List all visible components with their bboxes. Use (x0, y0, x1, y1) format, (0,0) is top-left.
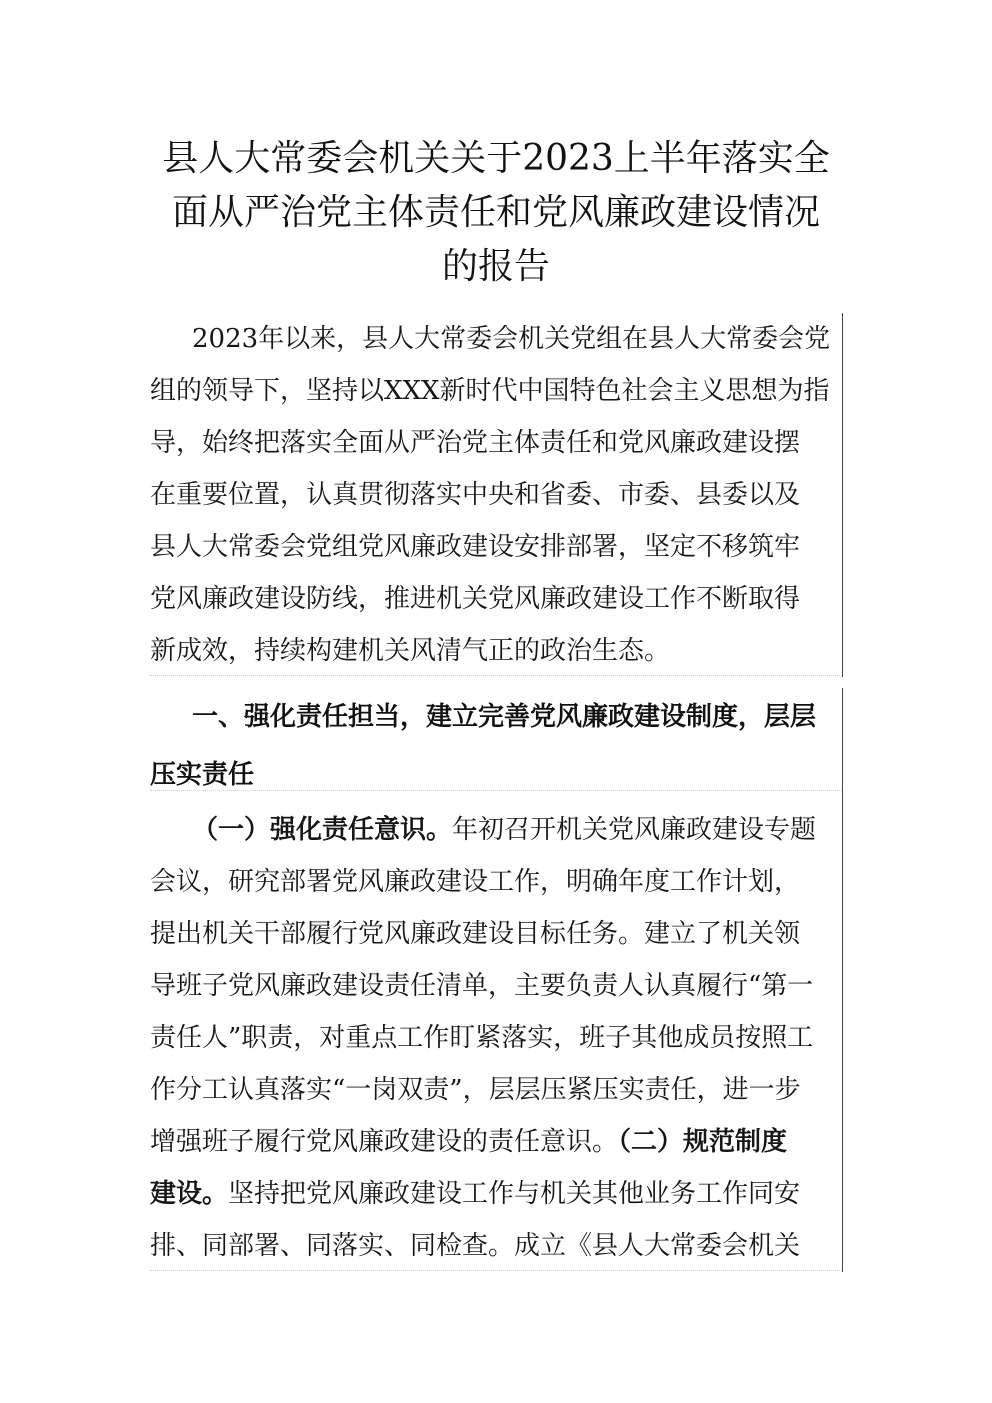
title-line-2: 面从严治党主体责任和党风廉政建设情况 (171, 192, 820, 233)
divider (150, 790, 842, 791)
heading-line: 压实责任 (150, 760, 255, 790)
paragraph-line: 排、同部署、同落实、同检查。成立《县人大常委会机关 (150, 1231, 801, 1261)
divider (150, 675, 842, 676)
subsection-paragraph (150, 804, 843, 1272)
line-text: 增强班子履行党风廉政建设的责任意识。 (150, 1127, 619, 1157)
paragraph-line: 导，始终把落实全面从严治党主体责任和党风廉政建设摆 (150, 428, 801, 458)
heading-line: 一、强化责任担当，建立完善党风廉政建设制度，层层 (192, 702, 817, 732)
paragraph-line (150, 804, 842, 856)
paragraph-line: 在重要位置，认真贯彻落实中央和省委、市委、县委以及 (150, 480, 801, 510)
intro-paragraph (150, 313, 843, 677)
paragraph-line: 组的领导下，坚持以XXX新时代中国特色社会主义思想为指 (150, 376, 830, 406)
title-line-3: 的报告 (441, 246, 550, 287)
paragraph-line: 县人大常委会党组党风廉政建设安排部署，坚定不移筑牢 (150, 532, 801, 562)
subsection-label: 建设。 (150, 1179, 229, 1209)
divider (150, 1270, 842, 1271)
subsection-label: （一）强化责任意识。 (192, 815, 453, 845)
line-text: 坚持把党风廉政建设工作与机关其他业务工作同安 (228, 1179, 801, 1209)
paragraph-line: 提出机关干部履行党风廉政建设目标任务。建立了机关领 (150, 919, 801, 949)
paragraph-line: 责任人”职责，对重点工作盯紧落实，班子其他成员按照工 (150, 1023, 814, 1053)
document-title (150, 132, 842, 294)
subsection-label: （二）规范制度 (618, 1127, 788, 1157)
paragraph-line: 会议，研究部署党风廉政建设工作，明确年度工作计划， (150, 867, 801, 897)
title-line-1: 县人大常委会机关关于2023上半年落实全 (162, 138, 830, 179)
section-heading (150, 688, 843, 804)
line-text: 年初召开机关党风廉政建设专题 (452, 815, 817, 845)
paragraph-line: 党风廉政建设防线，推进机关党风廉政建设工作不断取得 (150, 584, 801, 614)
paragraph-line: 2023年以来，县人大常委会机关党组在县人大常委会党 (192, 324, 831, 354)
paragraph-line: 新成效，持续构建机关风清气正的政治生态。 (150, 636, 671, 666)
paragraph-line (150, 1116, 842, 1168)
paragraph-line (150, 1168, 842, 1220)
paragraph-line: 导班子党风廉政建设责任清单，主要负责人认真履行“第一 (150, 971, 814, 1001)
paragraph-line: 作分工认真落实“一岗双责”，层层压紧压实责任，进一步 (150, 1075, 801, 1105)
